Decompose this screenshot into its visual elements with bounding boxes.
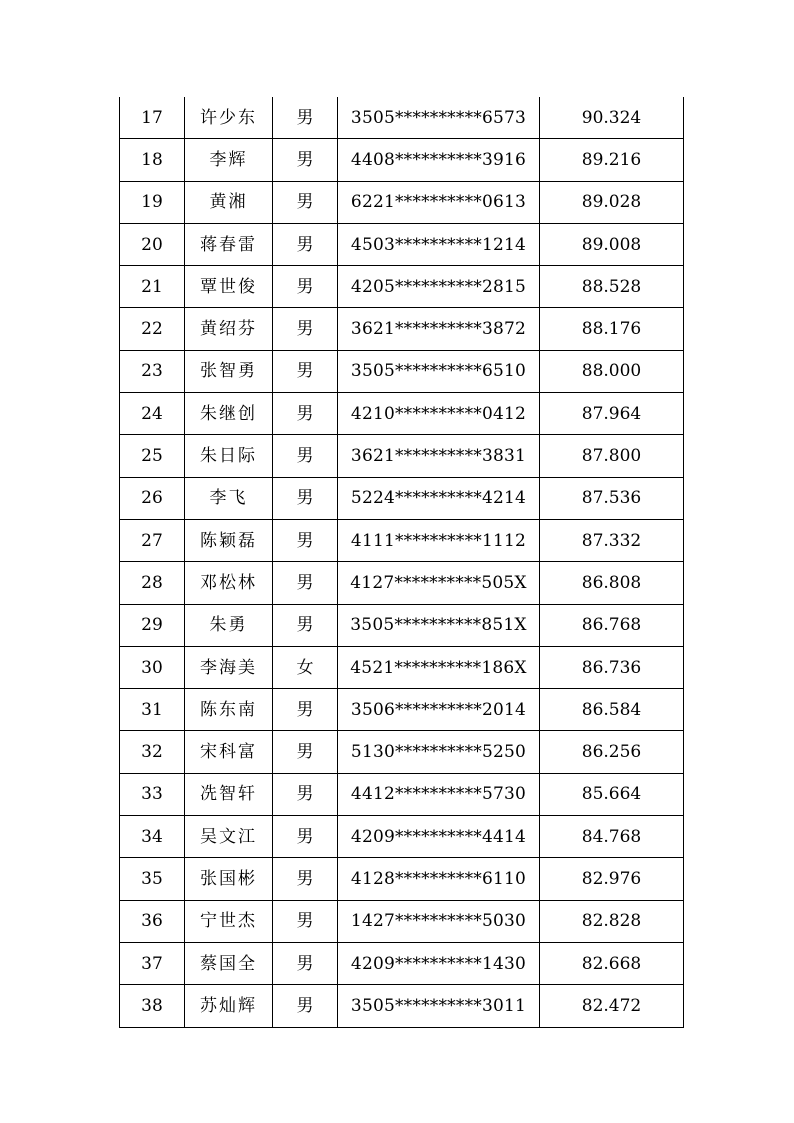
- candidate-name: 朱日际: [185, 435, 273, 477]
- score: 86.256: [540, 731, 684, 773]
- candidate-name: 苏灿辉: [185, 985, 273, 1027]
- row-number: 26: [120, 477, 185, 519]
- row-number: 32: [120, 731, 185, 773]
- candidate-name: 覃世俊: [185, 266, 273, 308]
- row-number: 38: [120, 985, 185, 1027]
- candidate-name: 陈颖磊: [185, 519, 273, 561]
- candidate-name: 张智勇: [185, 350, 273, 392]
- row-number: 17: [120, 97, 185, 139]
- candidate-gender: 男: [273, 773, 338, 815]
- score: 88.000: [540, 350, 684, 392]
- masked-id-number: 5224**********4214: [338, 477, 540, 519]
- masked-id-number: 3505**********6510: [338, 350, 540, 392]
- score: 89.008: [540, 223, 684, 265]
- score: 87.964: [540, 393, 684, 435]
- score: 87.800: [540, 435, 684, 477]
- candidate-name: 张国彬: [185, 858, 273, 900]
- table-row: [120, 435, 684, 477]
- score: 88.176: [540, 308, 684, 350]
- row-number: 27: [120, 519, 185, 561]
- row-number: 20: [120, 223, 185, 265]
- score: 82.828: [540, 900, 684, 942]
- candidate-gender: 男: [273, 181, 338, 223]
- score: 88.528: [540, 266, 684, 308]
- table-row: [120, 97, 684, 139]
- score: 87.536: [540, 477, 684, 519]
- candidate-gender: 男: [273, 562, 338, 604]
- row-number: 35: [120, 858, 185, 900]
- candidate-name: 李飞: [185, 477, 273, 519]
- candidate-gender: 男: [273, 942, 338, 984]
- table-row: [120, 181, 684, 223]
- row-number: 33: [120, 773, 185, 815]
- table-row: [120, 942, 684, 984]
- masked-id-number: 3621**********3872: [338, 308, 540, 350]
- score: 82.976: [540, 858, 684, 900]
- candidate-gender: 女: [273, 646, 338, 688]
- candidate-gender: 男: [273, 97, 338, 139]
- candidate-name: 黄绍芬: [185, 308, 273, 350]
- candidate-gender: 男: [273, 985, 338, 1027]
- candidate-gender: 男: [273, 477, 338, 519]
- masked-id-number: 4209**********1430: [338, 942, 540, 984]
- score: 86.768: [540, 604, 684, 646]
- candidate-name: 李辉: [185, 139, 273, 181]
- candidate-gender: 男: [273, 519, 338, 561]
- masked-id-number: 4128**********6110: [338, 858, 540, 900]
- table-row: [120, 308, 684, 350]
- candidate-gender: 男: [273, 139, 338, 181]
- row-number: 19: [120, 181, 185, 223]
- candidate-gender: 男: [273, 350, 338, 392]
- masked-id-number: 4205**********2815: [338, 266, 540, 308]
- table-row: [120, 773, 684, 815]
- row-number: 24: [120, 393, 185, 435]
- table-row: [120, 816, 684, 858]
- row-number: 28: [120, 562, 185, 604]
- row-number: 37: [120, 942, 185, 984]
- table-row: [120, 731, 684, 773]
- candidate-name: 陈东南: [185, 689, 273, 731]
- table-row: [120, 223, 684, 265]
- score: 84.768: [540, 816, 684, 858]
- masked-id-number: 4408**********3916: [338, 139, 540, 181]
- table-row: [120, 985, 684, 1027]
- candidate-name: 黄湘: [185, 181, 273, 223]
- table-row: [120, 858, 684, 900]
- row-number: 21: [120, 266, 185, 308]
- score: 85.664: [540, 773, 684, 815]
- candidate-gender: 男: [273, 223, 338, 265]
- candidate-name: 宋科富: [185, 731, 273, 773]
- row-number: 34: [120, 816, 185, 858]
- table-row: [120, 689, 684, 731]
- row-number: 23: [120, 350, 185, 392]
- masked-id-number: 5130**********5250: [338, 731, 540, 773]
- masked-id-number: 4521**********186X: [338, 646, 540, 688]
- table-row: [120, 646, 684, 688]
- masked-id-number: 4412**********5730: [338, 773, 540, 815]
- table-row: [120, 139, 684, 181]
- row-number: 25: [120, 435, 185, 477]
- candidate-gender: 男: [273, 435, 338, 477]
- row-number: 30: [120, 646, 185, 688]
- score: 82.668: [540, 942, 684, 984]
- masked-id-number: 3506**********2014: [338, 689, 540, 731]
- candidate-gender: 男: [273, 858, 338, 900]
- masked-id-number: 3505**********6573: [338, 97, 540, 139]
- candidate-name: 冼智轩: [185, 773, 273, 815]
- candidate-gender: 男: [273, 816, 338, 858]
- masked-id-number: 4210**********0412: [338, 393, 540, 435]
- table-row: [120, 604, 684, 646]
- score: 89.216: [540, 139, 684, 181]
- masked-id-number: 4111**********1112: [338, 519, 540, 561]
- score: 89.028: [540, 181, 684, 223]
- table-row: [120, 477, 684, 519]
- candidate-name: 许少东: [185, 97, 273, 139]
- masked-id-number: 4127**********505X: [338, 562, 540, 604]
- candidate-gender: 男: [273, 393, 338, 435]
- score: 90.324: [540, 97, 684, 139]
- candidate-gender: 男: [273, 266, 338, 308]
- results-table: [119, 97, 684, 1028]
- score: 86.808: [540, 562, 684, 604]
- candidate-name: 邓松林: [185, 562, 273, 604]
- score: 86.736: [540, 646, 684, 688]
- row-number: 29: [120, 604, 185, 646]
- table-row: [120, 266, 684, 308]
- candidate-name: 吴文江: [185, 816, 273, 858]
- score: 86.584: [540, 689, 684, 731]
- candidate-name: 蔡国全: [185, 942, 273, 984]
- score: 82.472: [540, 985, 684, 1027]
- score: 87.332: [540, 519, 684, 561]
- candidate-gender: 男: [273, 689, 338, 731]
- table-row: [120, 562, 684, 604]
- candidate-name: 蒋春雷: [185, 223, 273, 265]
- masked-id-number: 3621**********3831: [338, 435, 540, 477]
- masked-id-number: 3505**********3011: [338, 985, 540, 1027]
- table-row: [120, 900, 684, 942]
- row-number: 22: [120, 308, 185, 350]
- row-number: 18: [120, 139, 185, 181]
- masked-id-number: 4209**********4414: [338, 816, 540, 858]
- masked-id-number: 1427**********5030: [338, 900, 540, 942]
- masked-id-number: 6221**********0613: [338, 181, 540, 223]
- table-row: [120, 350, 684, 392]
- candidate-gender: 男: [273, 900, 338, 942]
- candidate-name: 李海美: [185, 646, 273, 688]
- row-number: 31: [120, 689, 185, 731]
- table-row: [120, 519, 684, 561]
- row-number: 36: [120, 900, 185, 942]
- candidate-name: 朱勇: [185, 604, 273, 646]
- candidate-name: 朱继创: [185, 393, 273, 435]
- masked-id-number: 4503**********1214: [338, 223, 540, 265]
- candidate-gender: 男: [273, 731, 338, 773]
- candidate-name: 宁世杰: [185, 900, 273, 942]
- masked-id-number: 3505**********851X: [338, 604, 540, 646]
- results-table-body: [120, 97, 684, 1027]
- candidate-gender: 男: [273, 604, 338, 646]
- candidate-gender: 男: [273, 308, 338, 350]
- table-row: [120, 393, 684, 435]
